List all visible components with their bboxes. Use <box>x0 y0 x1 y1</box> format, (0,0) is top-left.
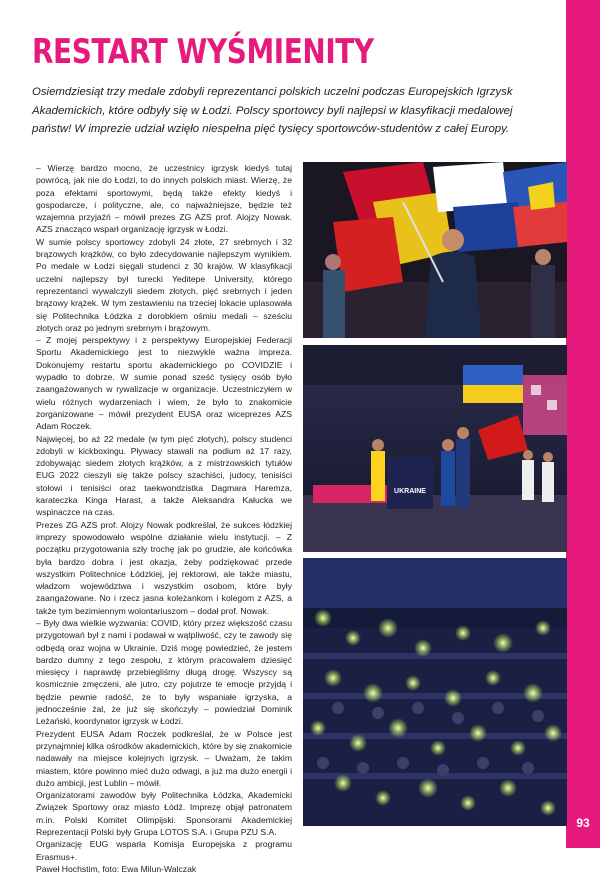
magenta-side-bar <box>566 0 600 848</box>
flag-bearer-icon <box>303 162 567 338</box>
lead-paragraph: Osiemdziesiąt trzy medale zdobyli reprezentanci polskich uczelni podczas Europejskich Igrzysk Akademickich, które odbyły się w Łodzi. Polscy sportowcy byli najlepsi w klasyfikacji medalowej państw! W imprezie udział wzięło niespełna pięć tysięcy sportowców-studentów z całej Europy. <box>32 86 513 135</box>
photo-ukraine-delegation <box>303 345 567 552</box>
article-paragraph: – Wierzę bardzo mocno, że uczestnicy igrzysk kiedyś tutaj powrócą, jak nie do Łodzi, to do innych polskich miast. Wierzę, że poza efektami sportowymi, będą także efekty kiedyś i gospodarcze, i polityczne, ale, co najważniejsze, będzie też wzajemna przyjaźń – mówił prezes ZG AZS prof. Alojzy Nowak. AZS znacząco wsparł organizację igrzysk w Łodzi. <box>36 163 292 235</box>
ukraine-delegation-icon <box>303 345 567 552</box>
stadium-crowd-lights-icon <box>303 558 567 826</box>
page-number: 93 <box>576 816 590 830</box>
article-paragraph: Prezydent EUSA Adam Roczek podkreślał, że w Polsce jest przynajmniej kilka ośrodków akademickich, które by się znakomicie nadawały na miejsce kolejnych igrzysk. – Uważam, że takim miastem, które powinno mieć dużo odwagi, a już ma dużo energii i dużo ambicji, jest Lublin – mówił. <box>36 728 292 788</box>
article-paragraph: W sumie polscy sportowcy zdobyli 24 złote, 27 srebrnych i 32 brązowych krążków, co było zdecydowanie najlepszym wynikiem. Po medale w Łodzi sięgali studenci z 30 krajów. W klasyfikacji uczelni najlepszy był turecki Yeditepe University, którego reprezentanci wywalczyli siedem złotych, pięć srebrnych i jeden brązowy krążek. W tym zestawieniu na trzeciej lokacie uplasowała się Politechnika Łódzka z dorobkiem ośmiu medali – sześciu złotych oraz po jednym srebrnym i brązowym. <box>36 236 292 333</box>
article-paragraph: Organizację EUG wsparła Komisja Europejska z programu Erasmus+. <box>36 839 292 862</box>
photo-flag-bearer <box>303 162 567 338</box>
article-paragraph: – Z mojej perspektywy i z perspektywy Europejskiej Federacji Sportu Akademickiego jest to niezwykle ważna impreza. Dokonujemy restartu sportu akademickiego po COVIDZIE i wypadło to dobrze. W sumie ponad sześć tysięcy osób było zaangażowanych w rywalizacje w organizacje. Uczestniczyłem w wielu różnych wydarzeniach i wiem, że było to znakomicie zorganizowane – mówił prezydent EUSA oraz wiceprezes AZS Adam Roczek. <box>36 335 292 432</box>
page-title: RESTART WYŚMIENITY <box>32 32 374 72</box>
article-paragraph: Organizatorami zawodów były Politechnika Łódzka, Akademicki Związek Sportowy oraz miasto Łódź. Imprezę objął patronatem m.in. Polski Komitet Olimpijski. Sponsorami Akademickiej Reprezentacji Polski były Grupa LOTOS S.A. i Grupa PZU S.A. <box>36 790 292 838</box>
banner-text: UKRAINE <box>394 488 426 495</box>
photo-stadium-crowd <box>303 558 567 826</box>
article-paragraph: Prezes ZG AZS prof. Alojzy Nowak podkreślał, że sukces łódzkiej imprezy spowodowało wspólne działanie wielu instytucji. – Z początku przygotowania szły trochę jak po grudzie, ale końcówka była bardzo dobra i jest okazja, żeby podziękować przede wszystkim Politechnice Łódzkiej, jej rektorowi, ale także miastu, władzom województwa i wszystkim osobom, które były zaangażowane. No i rzecz jasna koleżankom i kolegom z AZS, a także tym bezimiennym wolontariuszom – dodał prof. Nowak. <box>36 519 292 616</box>
article-paragraph: Najwięcej, bo aż 22 medale (w tym pięć złotych), polscy studenci zdobyli w kickboxingu. Pływacy stawali na podium aż 17 razy, zdobywając siedem złotych krążków, a z mistrzowskich tytułów EUG 2022 cieszyli się także polscy szachiści, judocy, tenisiści stołowi i tenisiści oraz taekwondzistka Dagmara Haremza, karateczka Kinga Harast, a także Aleksandra Kałucka we wspinaczce na czas. <box>36 433 292 518</box>
photo-credit: Paweł Hochstim, foto: Ewa Milun-Walczak <box>36 863 197 874</box>
article-body <box>36 162 292 875</box>
article-paragraph: – Były dwa wielkie wyzwania: COVID, który przez większość czasu przygotowań był z nami i podawał w wątpliwość, czy te zawody się odbędą oraz wojna w Ukrainie. Dziś mogę powiedzieć, że jestem bardzo dumny z tego zespołu, z którym pracowałem dziesięć miesięcy i naprawdę przebiegliśmy długą drogę. Wszyscy są kosmicznie zmęczeni, ale jutro, czy pojutrze te emocje przyjdą i będzie pewnie radość, że to były wspaniałe igrzyska, a jednocześnie żal, że już się skończyły – powiedział Dominik Leżański, koordynator igrzysk w Łodzi. <box>36 617 292 727</box>
